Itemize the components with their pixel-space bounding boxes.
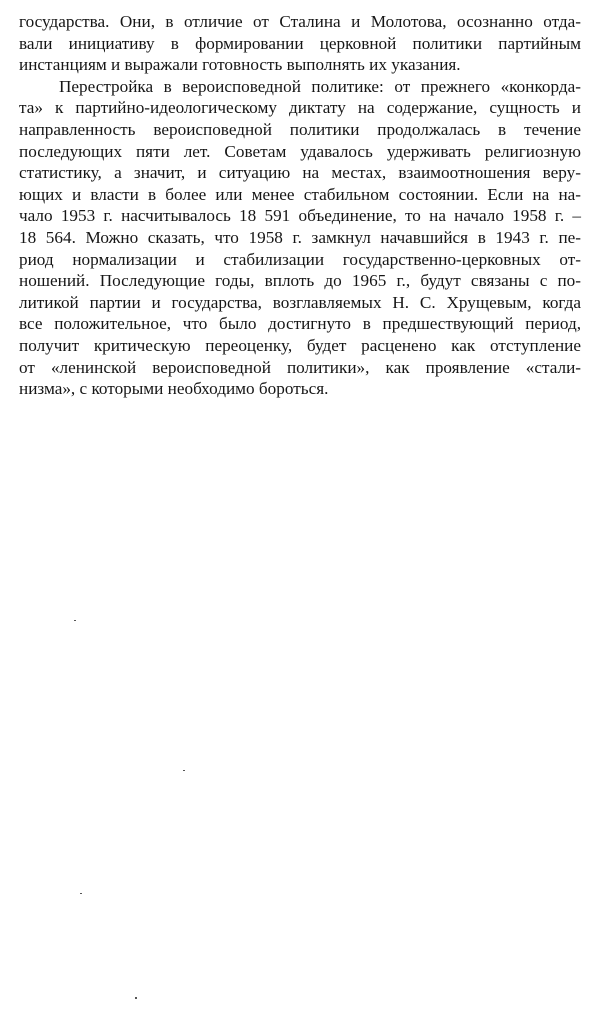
paragraph-2 — [19, 76, 581, 400]
text-line: статистику, а значит, и ситуацию на местах, взаимоотношения веру- — [19, 163, 581, 183]
text-line: от «ленинской вероисповедной политики», как проявление «стали- — [19, 357, 581, 377]
document-body — [19, 11, 581, 400]
text-line: 18 564. Можно сказать, что 1958 г. замкнул начавшийся в 1943 г. пе- — [19, 227, 581, 247]
scan-speck — [74, 620, 76, 621]
text-line: риод нормализации и стабилизации государственно-церковных от- — [19, 249, 581, 269]
text-line: та» к партийно-идеологическому диктату на содержание, сущность и — [19, 98, 581, 118]
text-line: ношений. Последующие годы, вплоть до 1965 г., будут связаны с по- — [19, 271, 581, 291]
text-line: ющих и власти в более или менее стабильном состоянии. Если на на- — [19, 184, 581, 204]
scan-speck — [80, 893, 82, 894]
text-line: последующих пяти лет. Советам удавалось удерживать религиозную — [19, 141, 581, 161]
text-line: инстанциям и выражали готовность выполнять их указания. — [19, 55, 461, 75]
text-line: Перестройка в вероисповедной политике: от прежнего «конкорда- — [59, 76, 581, 96]
text-line: направленность вероисповедной политики продолжалась в течение — [19, 119, 581, 139]
text-line: государства. Они, в отличие от Сталина и Молотова, осознанно отда- — [19, 12, 581, 31]
scan-speck — [183, 770, 185, 771]
text-line: все положительное, что было достигнуто в предшествующий период, — [19, 314, 581, 334]
text-line: получит критическую переоценку, будет расценено как отступление — [19, 335, 581, 355]
text-line: чало 1953 г. насчитывалось 18 591 объединение, то на начало 1958 г. – — [19, 206, 581, 226]
text-line: вали инициативу в формировании церковной политики партийным — [19, 33, 581, 53]
scan-speck — [135, 997, 137, 999]
text-line: литикой партии и государства, возглавляемых Н. С. Хрущевым, когда — [19, 292, 581, 312]
text-line: низма», с которыми необходимо бороться. — [19, 379, 329, 399]
paragraph-1 — [19, 11, 581, 76]
